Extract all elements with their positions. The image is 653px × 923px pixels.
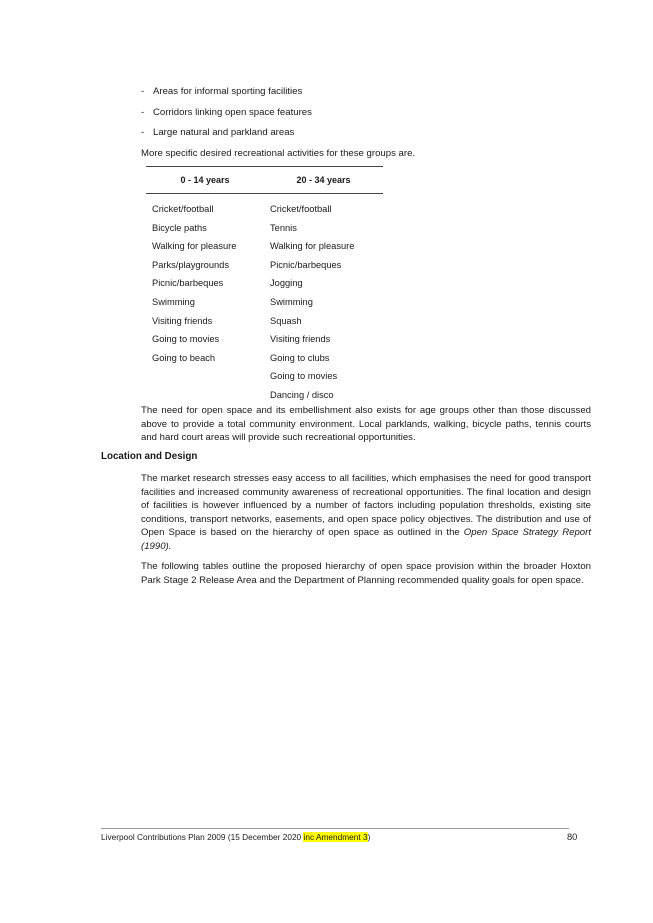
list-item-text: Corridors linking open space features (153, 106, 312, 118)
activity-group-list (141, 86, 312, 148)
tables-outline-paragraph: The following tables outline the proposed hierarchy of open space provision within the broader Hoxton Park Stage 2 Release Area and the Department of Planning recommended quality goals for open space. (141, 561, 591, 586)
page-number: 80 (567, 832, 578, 842)
bullet-dash: - (141, 86, 145, 97)
table-cell: Going to movies (152, 334, 220, 345)
table-cell: Walking for pleasure (152, 241, 237, 252)
activity-table (146, 166, 383, 405)
table-cell: Cricket/football (152, 204, 214, 214)
header-0-14-years: 0 - 14 years (180, 175, 230, 185)
header-20-34-years: 20 - 34 years (296, 175, 351, 185)
bullet-dash: - (141, 127, 145, 138)
list-item-text: Large natural and parkland areas (153, 127, 295, 138)
intro-paragraph: More specific desired recreational activities for these groups are. (141, 148, 416, 159)
footer-plan-title: Liverpool Contributions Plan 2009 (15 December 2020 (101, 832, 304, 842)
list-item (141, 127, 312, 148)
bullet-dash: - (141, 106, 145, 118)
list-item-text: Areas for informal sporting facilities (153, 86, 303, 97)
table-cell: Swimming (270, 296, 313, 307)
column-20-34-years (264, 200, 383, 405)
footer-text (101, 832, 370, 842)
table-cell: Tennis (270, 222, 297, 233)
table-header-row (146, 167, 383, 193)
table-cell: Dancing / disco (270, 389, 334, 400)
table-cell: Visiting friends (270, 334, 331, 345)
column-0-14-years (146, 200, 264, 405)
table-cell: Going to clubs (270, 352, 330, 363)
table-cell: Picnic/barbeques (152, 278, 224, 289)
table-cell: Visiting friends (152, 315, 213, 326)
table-cell: Squash (270, 315, 302, 326)
market-research-text: The market research stresses easy access to all facilities, which emphasises the need for good transport facilities and increased community awareness of recreational opportunities. The final location and design of facilities is however influenced by a number of factors including population thresholds, existing site conditions, transport networks, easements, and open space policy objectives. The distribution and use of Open Space is based on the hierarchy of open space as outlined in the (141, 473, 591, 538)
table-cell: Jogging (270, 278, 303, 289)
footer-amendment-highlight: inc Amendment 3 (303, 832, 368, 842)
table-cell: Swimming (152, 296, 195, 307)
table-cell: Walking for pleasure (270, 241, 355, 252)
table-cell: Picnic/barbeques (270, 259, 342, 270)
list-item (141, 86, 312, 107)
report-title: Open Space Strategy Report (1990). (141, 527, 591, 552)
table-body (146, 194, 383, 405)
table-cell: Cricket/football (270, 204, 332, 214)
location-design-heading: Location and Design (101, 451, 198, 462)
table-cell: Going to movies (270, 371, 338, 382)
footer-rule (101, 828, 569, 829)
table-cell: Going to beach (152, 352, 216, 363)
footer-close-paren: ) (367, 832, 371, 842)
table-cell: Bicycle paths (152, 222, 207, 233)
table-cell: Parks/playgrounds (152, 259, 229, 270)
list-item (141, 107, 312, 128)
market-research-paragraph (141, 472, 591, 553)
open-space-need-paragraph: The need for open space and its embellishment also exists for age groups other than those discussed above to provide a total community environment. Local parklands, walking, bicycle paths, tennis courts and hard court areas will provide such recreational opportunities. (141, 405, 591, 443)
